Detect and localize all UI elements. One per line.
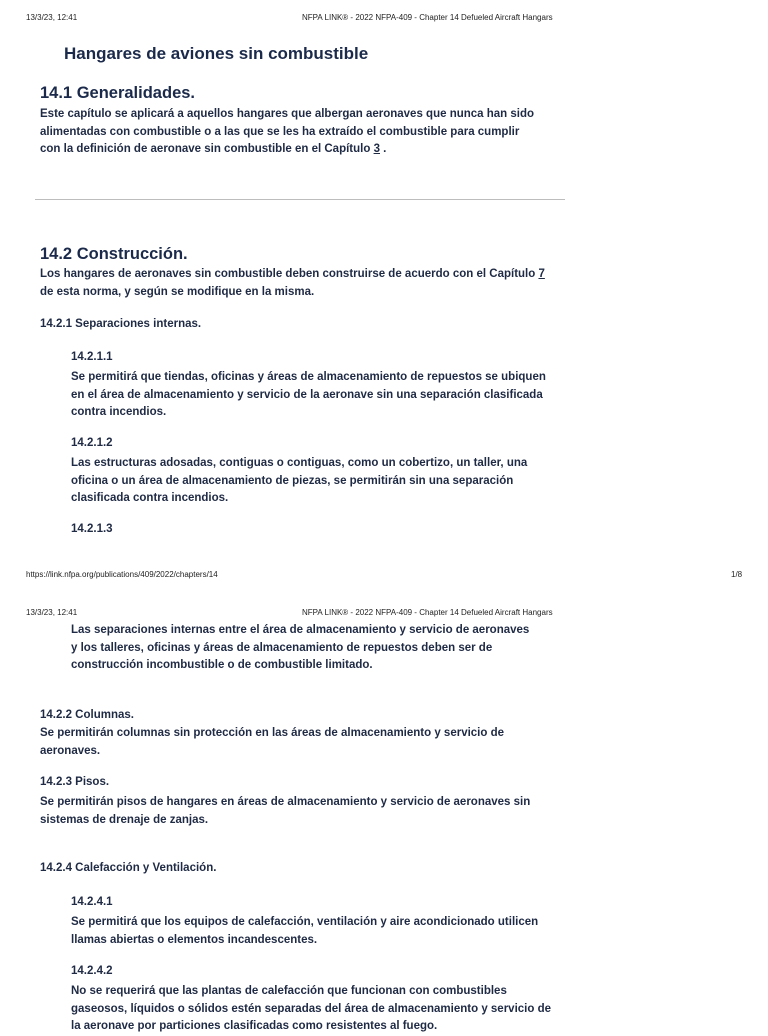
chapter-7-link[interactable]: 7 [538,268,545,280]
section-14-2-1-3-text: Las separaciones internas entre el área de almacenamiento y servicio de aeronaves y los talleres, oficinas y áreas de almacenamiento de repuestos deben ser de construcción incombustible o de combustible limitado. [71,624,530,671]
print-timestamp-page-2: 13/3/23, 12:41 [26,608,78,617]
section-14-2-1-2-number: 14.2.1.2 [71,437,113,449]
section-divider [35,199,565,200]
section-14-2-4-2-text: No se requerirá que las plantas de calefacción que funcionan con combustibles gaseosos, líquidos o sólidos estén separadas del área de almacenamiento y servicio de la aeronave por particiones clasificadas como resistentes al fuego. [71,985,551,1032]
section-14-2-1-1-number: 14.2.1.1 [71,351,113,363]
section-14-2-3-heading: 14.2.3 Pisos. [40,776,110,788]
section-14-2-4-heading: 14.2.4 Calefacción y Ventilación. [40,862,217,874]
section-14-2-1-1-text: Se permitirá que tiendas, oficinas y áreas de almacenamiento de repuestos se ubiquen en el área de almacenamiento y servicio de la aeronave sin una separación clasificada contra incendios. [71,371,546,418]
section-14-2-1-heading: 14.2.1 Separaciones internas. [40,318,202,330]
section-14-2-3-text: Se permitirán pisos de hangares en áreas de almacenamiento y servicio de aeronaves sin sistemas de drenaje de zanjas. [40,796,531,826]
chapter-3-link[interactable]: 3 [373,143,380,155]
section-14-2-2-heading: 14.2.2 Columnas. [40,709,134,721]
section-14-2-4-2-number: 14.2.4.2 [71,965,113,977]
print-timestamp: 13/3/23, 12:41 [26,13,78,22]
section-14-2-2-text: Se permitirán columnas sin protección en las áreas de almacenamiento y servicio de aeronaves. [40,727,505,757]
page-number: 1/8 [731,570,743,579]
print-doc-header: NFPA LINK® - 2022 NFPA-409 - Chapter 14 Defueled Aircraft Hangars [302,13,553,22]
print-doc-header-page-2: NFPA LINK® - 2022 NFPA-409 - Chapter 14 Defueled Aircraft Hangars [302,608,553,617]
section-14-2-heading: 14.2 Construcción. [40,245,188,263]
section-14-1-heading: 14.1 Generalidades. [40,84,196,102]
section-14-2-1-2-text: Las estructuras adosadas, contiguas o contiguas, como un cobertizo, un taller, una oficina o un área de almacenamiento de piezas, se permitirán sin una separación clasificada contra incendios. [71,457,528,504]
section-14-2-4-1-text: Se permitirá que los equipos de calefacción, ventilación y aire acondicionado utilicen llamas abiertas o elementos incandescentes. [71,916,539,946]
print-url: https://link.nfpa.org/publications/409/2022/chapters/14 [26,570,218,579]
section-14-2-4-1-number: 14.2.4.1 [71,896,113,908]
section-14-2-text: Los hangares de aeronaves sin combustible deben construirse de acuerdo con el Capítulo 7 de esta norma, y según se modifique en la misma. [40,268,545,298]
section-14-2-1-3-number: 14.2.1.3 [71,523,113,535]
section-14-1-text: Este capítulo se aplicará a aquellos hangares que albergan aeronaves que nunca han sido alimentadas con combustible o a las que se les ha extraído el combustible para cumplir con la definición de aeronave sin combustible en el Capítulo 3 . [40,108,535,155]
document-title: Hangares de aviones sin combustible [64,44,369,63]
